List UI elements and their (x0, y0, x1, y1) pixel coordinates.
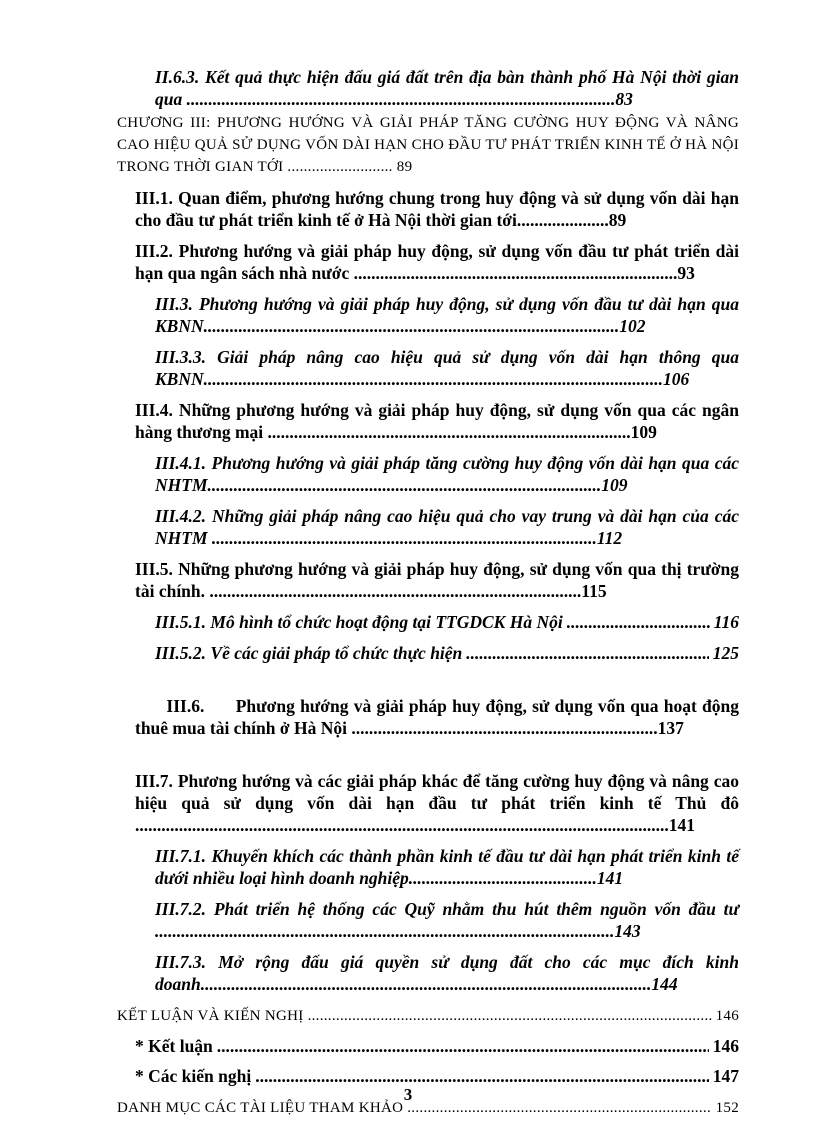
toc-entry-page: 152 (715, 1100, 739, 1116)
toc-entry-text: CHƯƠNG III: PHƯƠNG HƯỚNG VÀ GIẢI PHÁP TĂNG CƯỜNG HUY ĐỘNG VÀ NÂNG CAO HIỆU QUẢ SỬ DỤNG VỐN DÀI HẠN CHO ĐẦU TƯ PHÁT TRIỂN KINH TẾ Ở HÀ NỘI TRONG THỜI GIAN TỚI .......................... (117, 115, 739, 175)
toc-entry[interactable] (135, 1065, 739, 1087)
toc-entry[interactable] (135, 399, 739, 443)
toc-entry-text: III.4.1. Phương hướng và giải pháp tăng cường huy động vốn dài hạn qua các NHTM.......................................................................................... (155, 453, 739, 495)
toc-entry-text: III.7.2. Phát triển hệ thống các Quỹ nhằm thu hút thêm nguồn vốn đầu tư ......................................................................................................... (155, 899, 739, 941)
toc-entry-page: 116 (713, 612, 739, 632)
toc-entry[interactable] (135, 558, 739, 602)
toc-entry[interactable] (155, 611, 739, 633)
toc-entry-text: DANH MỤC CÁC TÀI LIỆU THAM KHẢO (117, 1100, 404, 1116)
toc-entry-text: III.7. Phương hướng và các giải pháp khác để tăng cường huy động và nâng cao hiệu quả sử dụng vốn dài hạn đầu tư phát triển kinh tế Thủ đô .......................................................................................................................... (135, 771, 739, 835)
toc-entry-page: 109 (630, 422, 657, 442)
leader-dots (255, 1065, 709, 1087)
toc-entry-text: III.7.3. Mở rộng đấu giá quyền sử dụng đất cho các mục đích kinh doanh....................................................................................................... (155, 952, 739, 994)
toc-entry-page: 125 (712, 643, 739, 663)
leader-dots (308, 1005, 712, 1027)
toc-entry-text: III.5.2. Về các giải pháp tổ chức thực hiện (155, 643, 463, 663)
toc-entry[interactable] (155, 951, 739, 995)
toc-entry[interactable] (135, 770, 739, 836)
toc-entry-page: 112 (596, 528, 623, 548)
table-of-contents (0, 66, 816, 1119)
toc-entry-text: III.4.2. Những giải pháp nâng cao hiệu quả cho vay trung và dài hạn của các NHTM ........................................................................................ (155, 506, 739, 548)
leader-dots (217, 1035, 709, 1057)
toc-entry[interactable] (155, 845, 739, 889)
toc-entry-page: 89 (396, 159, 413, 175)
toc-entry-page: 144 (651, 974, 678, 994)
toc-entry-page: 115 (581, 581, 607, 601)
toc-entry-page: 93 (677, 263, 695, 283)
leader-dots (567, 611, 710, 633)
toc-entry-page: 106 (663, 369, 690, 389)
toc-entry-page: 147 (712, 1066, 739, 1086)
toc-entry-page: 89 (608, 210, 627, 230)
toc-entry-text: III.5. Những phương hướng và giải pháp huy động, sử dụng vốn qua thị trường tài chính. ..................................................................................... (135, 559, 739, 601)
toc-entry-text: III.5.1. Mô hình tổ chức hoạt động tại TTGDCK Hà Nội (155, 612, 563, 632)
toc-entry-text: III.3. Phương hướng và giải pháp huy động, sử dụng vốn đầu tư dài hạn qua KBNN............................................................................................... (155, 294, 739, 336)
toc-entry-page: 109 (601, 475, 628, 495)
toc-entry[interactable] (155, 898, 739, 942)
toc-entry-text: III.1. Quan điểm, phương hướng chung trong huy động và sử dụng vốn dài hạn cho đầu tư phát triển kinh tế ở Hà Nội thời gian tới..................... (135, 188, 739, 230)
toc-entry[interactable] (135, 240, 739, 284)
page-number: 3 (403, 1085, 413, 1104)
toc-entry-page: 141 (596, 868, 624, 888)
toc-entry-page: 143 (614, 921, 641, 941)
toc-entry[interactable] (155, 505, 739, 549)
toc-entry-page: 146 (715, 1008, 739, 1024)
toc-entry[interactable] (155, 452, 739, 496)
toc-entry-text: III.6. Phương hướng và giải pháp huy động, sử dụng vốn qua hoạt động thuê mua tài chính ở Hà Nội ...................................................................... (135, 696, 744, 738)
leader-dots (466, 642, 708, 664)
toc-chapter-heading[interactable] (117, 112, 739, 178)
toc-entry-text: * Kết luận (135, 1036, 213, 1056)
toc-entry-page: 146 (712, 1036, 739, 1056)
toc-entry[interactable] (155, 642, 739, 664)
toc-entry[interactable] (155, 66, 739, 110)
toc-entry-page: 141 (668, 815, 695, 835)
toc-entry-text: III.3.3. Giải pháp nâng cao hiệu quả sử dụng vốn dài hạn thông qua KBNN......................................................................................................... (155, 347, 739, 389)
toc-entry-text: II.6.3. Kết quả thực hiện đấu giá đất trên địa bàn thành phố Hà Nội thời gian qua .................................................................................................. (155, 67, 739, 109)
toc-entry[interactable] (155, 293, 739, 337)
toc-entry-page: 83 (615, 89, 633, 109)
toc-entry-text: III.7.1. Khuyến khích các thành phần kinh tế đầu tư dài hạn phát triển kinh tế dưới nhiều loại hình doanh nghiệp........................................... (155, 846, 739, 888)
toc-entry[interactable] (135, 1035, 739, 1057)
toc-entry[interactable] (135, 187, 739, 231)
toc-entry[interactable] (135, 673, 744, 761)
toc-entry-text: III.4. Những phương hướng và giải pháp huy động, sử dụng vốn qua các ngân hàng thương mại ................................................................................... (135, 400, 739, 442)
toc-entry-text: KẾT LUẬN VÀ KIẾN NGHỊ (117, 1008, 304, 1024)
toc-entry-text: * Các kiến nghị (135, 1066, 252, 1086)
toc-entry-text: III.2. Phương hướng và giải pháp huy động, sử dụng vốn đầu tư phát triển dài hạn qua ngân sách nhà nước .......................................................................... (135, 241, 739, 283)
toc-section-heading[interactable] (117, 1005, 739, 1027)
toc-entry-page: 137 (657, 718, 684, 738)
toc-entry[interactable] (155, 346, 739, 390)
toc-entry-page: 102 (619, 316, 646, 336)
